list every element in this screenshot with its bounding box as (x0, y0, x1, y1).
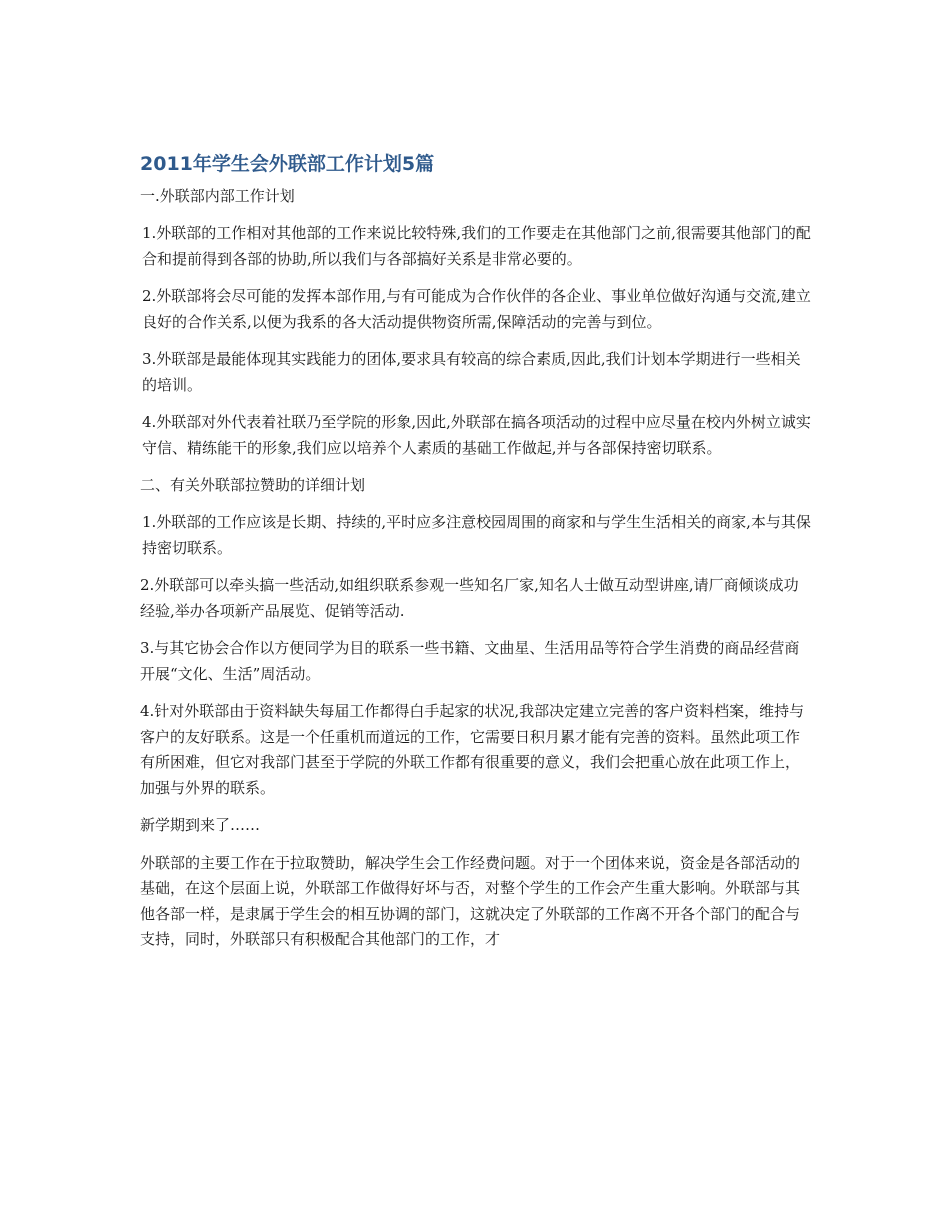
section-2-heading: 二、有关外联部拉赞助的详细计划 (140, 476, 366, 494)
section-2-item-3: 3.与其它协会合作以方便同学为目的联系一些书籍、文曲星、生活用品等符合学生消费的商品经营商开展“文化、生活”周活动。 (140, 639, 800, 683)
section-2-item-4: 4.针对外联部由于资料缺失每届工作都得白手起家的状况,我部决定建立完善的客户资料档案，维持与客户的友好联系。这是一个任重机而道远的工作，它需要日积月累才能有完善的资料。虽然此项工作有所困难，但它对我部门甚至于学院的外联工作都有很重要的意义，我们会把重心放在此项工作上，加强与外界的联系。 (140, 702, 805, 797)
section-2-item-1: 1.外联部的工作应该是长期、持续的,平时应多注意校园周围的商家和与学生生活相关的商家,本与其保持密切联系。 (142, 513, 811, 557)
section-1-item-3: 3.外联部是最能体现其实践能力的团体,要求具有较高的综合素质,因此,我们计划本学期进行一些相关的培训。 (142, 350, 801, 394)
closing-paragraph: 外联部的主要工作在于拉取赞助，解决学生会工作经费问题。对于一个团体来说，资金是各部活动的基础，在这个层面上说，外联部工作做得好坏与否，对整个学生的工作会产生重大影响。外联部与其他各部一样，是隶属于学生会的相互协调的部门，这就决定了外联部的工作离不开各个部门的配合与支持，同时，外联部只有积极配合其他部门的工作，才 (140, 853, 801, 948)
document-page (140, 150, 812, 965)
section-1-item-4: 4.外联部对外代表着社联乃至学院的形象,因此,外联部在搞各项活动的过程中应尽量在校内外树立诚实守信、精练能干的形象,我们应以培养个人素质的基础工作做起,并与各部保持密切联系。 (142, 413, 811, 457)
section-1-item-1: 1.外联部的工作相对其他部的工作来说比较特殊,我们的工作要走在其他部门之前,很需要其他部门的配合和提前得到各部的协助,所以我们与各部搞好关系是非常必要的。 (142, 224, 811, 268)
document-title: 2011年学生会外联部工作计划5篇 (140, 153, 435, 175)
section-2-item-2: 2.外联部可以牵头搞一些活动,如组织联系参观一些知名厂家,知名人士做互动型讲座,请厂商倾谈成功经验,举办各项新产品展览、促销等活动. (140, 576, 799, 620)
new-term-line: 新学期到来了…… (140, 816, 261, 834)
section-1-item-2: 2.外联部将会尽可能的发挥本部作用,与有可能成为合作伙伴的各企业、事业单位做好沟通与交流,建立良好的合作关系,以便为我系的各大活动提供物资所需,保障活动的完善与到位。 (142, 287, 811, 331)
section-1-heading: 一.外联部内部工作计划 (140, 187, 295, 205)
